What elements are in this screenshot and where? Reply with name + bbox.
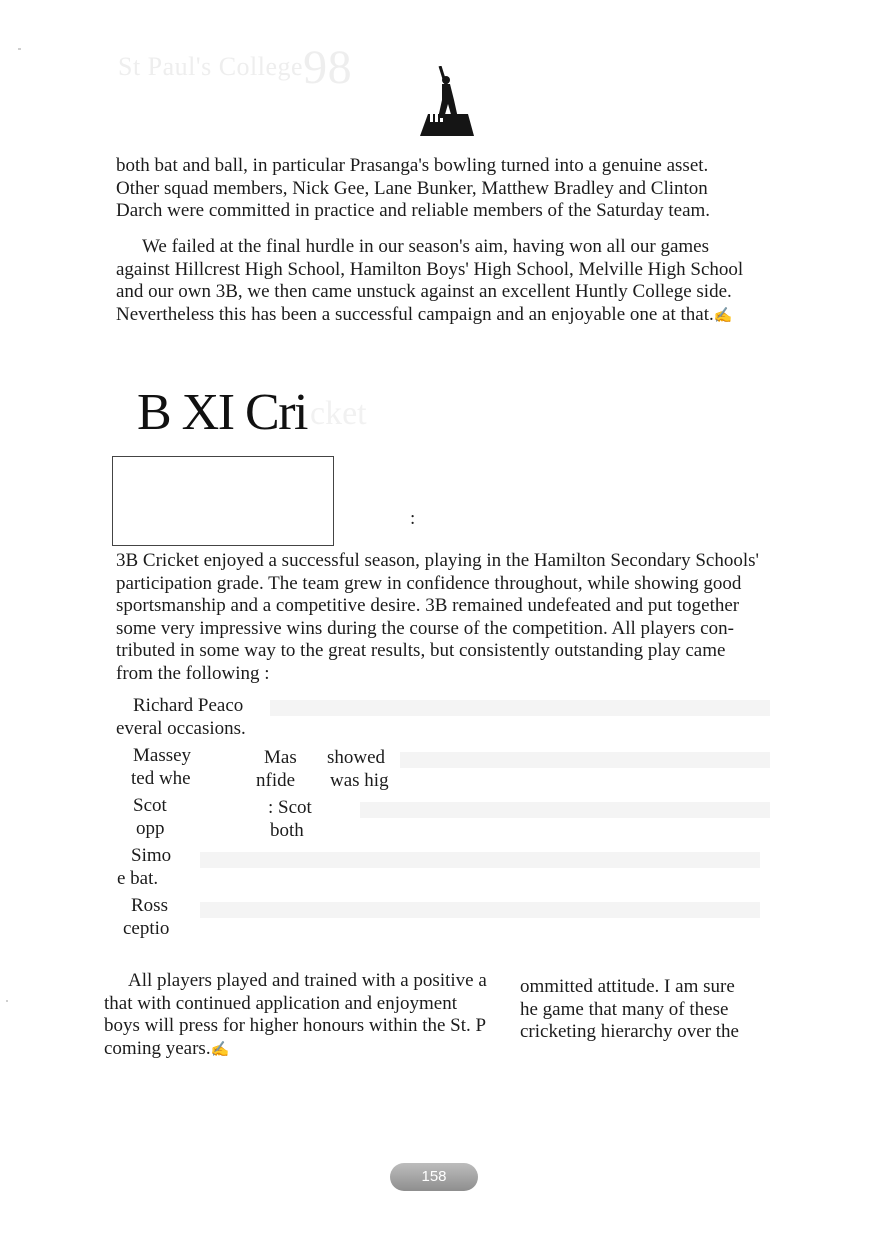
player-richard-line2: everal occasions. <box>116 718 246 739</box>
text-line: participation grade. The team grew in confidence throughout, while showing good <box>116 572 742 594</box>
faint-header <box>118 40 352 95</box>
text-line: both bat and ball, in particular Prasanga's bowling turned into a genuine asset. <box>116 155 709 176</box>
text-line: boys will press for higher honours within the St. P <box>104 1015 487 1036</box>
player-massey-a2: ted whe <box>131 768 191 789</box>
player-scot-a2: opp <box>136 818 165 839</box>
text-line <box>116 304 743 328</box>
player-massey-b2: nfide <box>256 770 296 791</box>
text-line: and our own 3B, we then came unstuck against an excellent Huntly College side. <box>116 281 732 302</box>
scan-mark <box>18 48 21 50</box>
player-richard-line1: Richard Peaco <box>133 695 244 716</box>
player-ross-2: ceptio <box>123 918 170 939</box>
text-line: ommitted attitude. I am sure <box>520 976 735 997</box>
faint-header-text: St Paul's College <box>118 52 304 81</box>
text-line: 3B Cricket enjoyed a successful season, playing in the Hamilton Secondary Schools' <box>116 550 759 571</box>
text-line: Darch were committed in practice and reliable members of the Saturday team. <box>116 200 711 221</box>
writing-hand-icon: ✍ <box>713 307 733 324</box>
faded-text-line <box>360 802 770 818</box>
text-line: sportsmanship and a competitive desire. 3B remained undefeated and put together <box>116 595 740 616</box>
text-line: he game that many of these <box>520 998 729 1020</box>
player-scot-b1: : Scot <box>268 797 312 818</box>
text-line: Other squad members, Nick Gee, Lane Bunker, Matthew Bradley and Clinton <box>116 177 708 199</box>
player-ross-1: Ross <box>131 895 168 916</box>
paragraph-3b-report <box>116 550 759 685</box>
text-line: that with continued application and enjoyment <box>104 992 457 1014</box>
writing-hand-icon: ✍ <box>210 1041 230 1058</box>
text-line <box>104 1038 487 1062</box>
text-line: We failed at the final hurdle in our season's aim, having won all our games <box>142 236 709 257</box>
text-line: cricketing hierarchy over the <box>520 1021 739 1042</box>
paragraph-closing-left <box>104 970 487 1061</box>
paragraph-season-summary <box>116 236 743 327</box>
text-line: tributed in some way to the great results, but consistently outstanding play came <box>116 640 726 661</box>
player-massey-a1: Massey <box>133 745 192 766</box>
page-number: 158 <box>421 1168 447 1185</box>
text-line: from the following : <box>116 662 270 684</box>
player-simo-1: Simo <box>131 845 172 866</box>
player-simo-2: e bat. <box>117 868 159 889</box>
text-line-content: Nevertheless this has been a successful campaign and an enjoyable one at that. <box>116 303 714 325</box>
paragraph-closing-right <box>520 976 739 1044</box>
text-line: some very impressive wins during the course of the competition. All players con- <box>116 617 734 639</box>
section-title: B XI Cri <box>137 384 307 441</box>
text-line-content: coming years. <box>104 1037 211 1059</box>
player-massey-b1: Mas <box>264 747 297 768</box>
photo-placeholder-box <box>112 456 334 546</box>
cricket-batsman-icon <box>418 66 476 141</box>
player-massey-c1: showed <box>327 747 386 768</box>
team-list-colon: : <box>410 508 416 529</box>
text-line: against Hillcrest High School, Hamilton Boys' High School, Melville High School <box>116 258 744 280</box>
paragraph-senior-review-end <box>116 155 710 223</box>
player-massey-c2: was hig <box>330 770 389 791</box>
faded-text-line <box>200 902 760 918</box>
faint-header-year: 98 <box>303 41 353 94</box>
text-line: All players played and trained with a positive a <box>128 970 487 991</box>
faded-text-line <box>200 852 760 868</box>
faint-title-remnant: cket <box>310 395 367 432</box>
player-scot-a1: Scot <box>133 795 167 816</box>
player-scot-b2: both <box>270 820 304 841</box>
faded-text-line <box>400 752 770 768</box>
faded-text-line <box>270 700 770 716</box>
scan-mark <box>6 1000 8 1002</box>
